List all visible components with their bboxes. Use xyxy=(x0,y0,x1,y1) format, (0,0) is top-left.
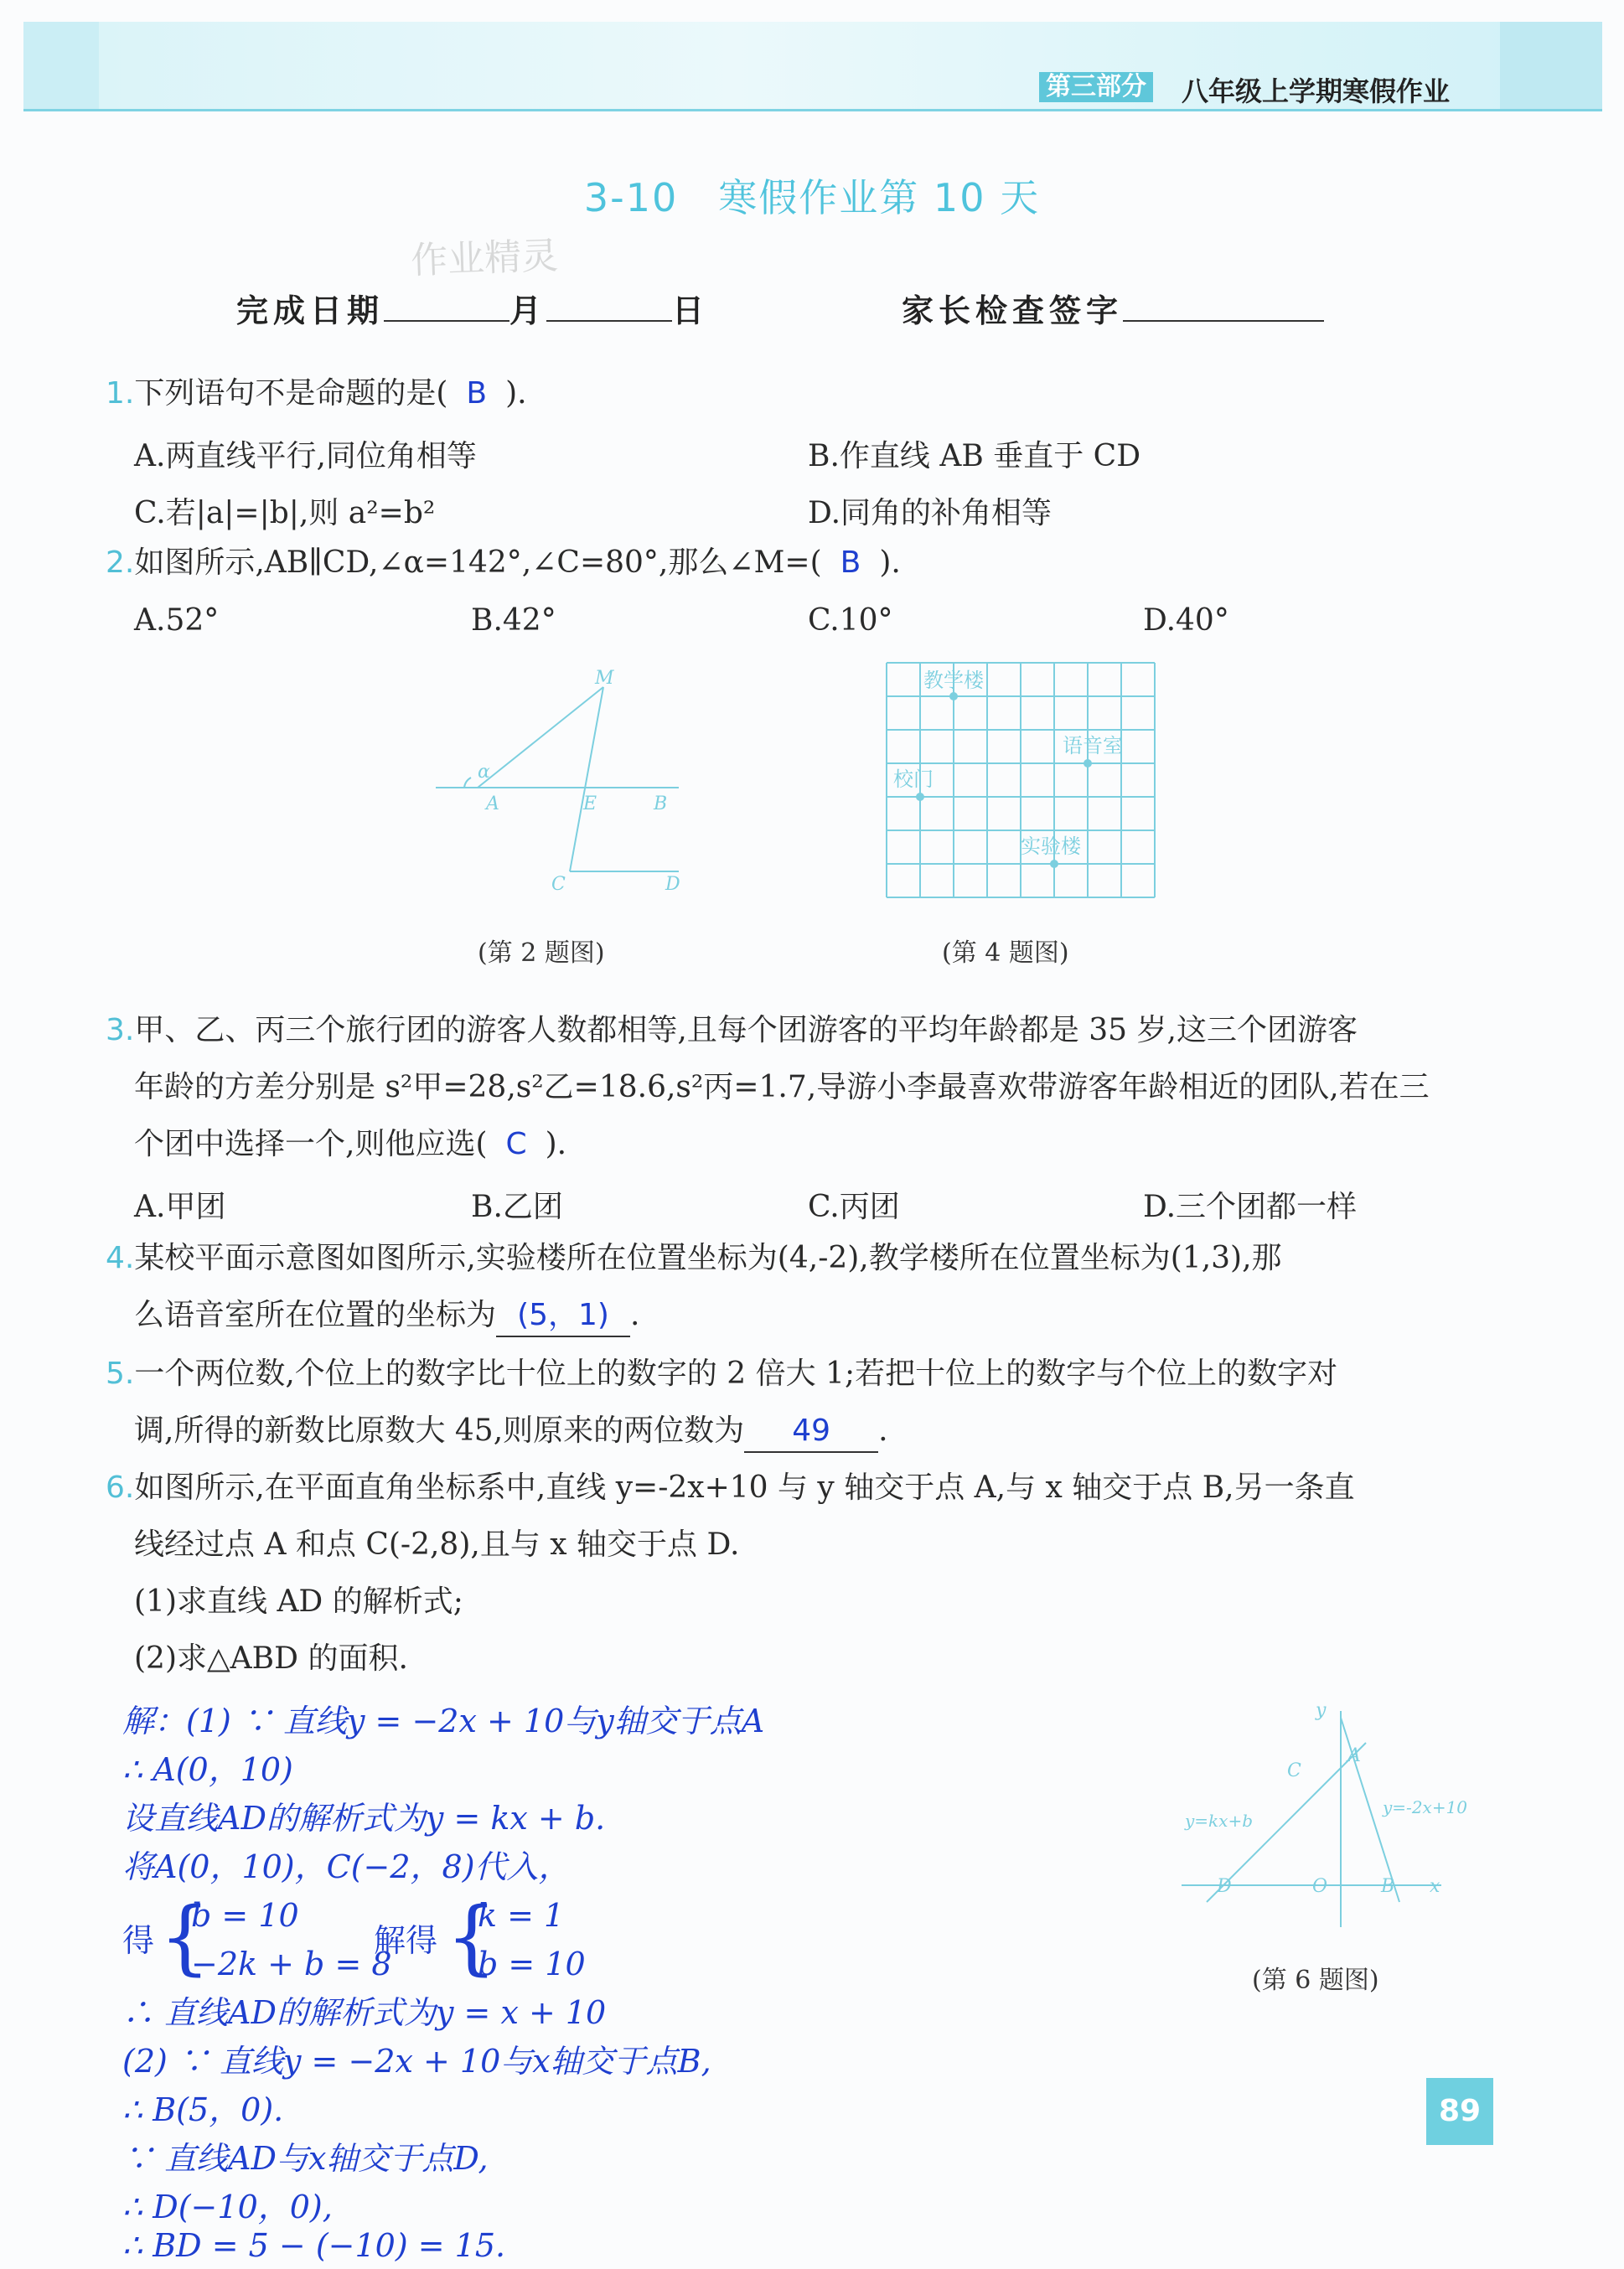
q5-close: . xyxy=(878,1414,888,1448)
date-line xyxy=(236,285,709,331)
figure-6-caption: (第 6 题图) xyxy=(1252,1966,1379,1995)
q2-option-b: B.42° xyxy=(471,603,556,638)
label-line-kxb: y=kx+b xyxy=(1185,1811,1254,1831)
label-language-room: 语音室 xyxy=(1063,734,1123,757)
q6-part2: (2)求△ABD 的面积. xyxy=(134,1641,408,1676)
q2-option-d: D.40° xyxy=(1143,603,1229,638)
solution-de: 得 xyxy=(122,1922,155,1959)
q3-close: ). xyxy=(545,1127,567,1161)
question-4-line-2 xyxy=(134,1295,639,1337)
header-left-tab xyxy=(23,22,99,109)
question-3-line-3 xyxy=(134,1124,566,1165)
q2-option-c: C.10° xyxy=(808,603,893,638)
parent-sign-label: 家长检查签字 xyxy=(902,292,1124,329)
q3-line3: 个团中选择一个,则他应选( xyxy=(134,1127,488,1161)
q4-line2: 么语音室所在位置的坐标为 xyxy=(134,1298,497,1332)
system-eq-1: b = 10 xyxy=(191,1897,299,1934)
q6-line2: 线经过点 A 和点 C(-2,8),且与 x 轴交于点 D. xyxy=(134,1527,740,1562)
q1-option-a: A.两直线平行,同位角相等 xyxy=(134,439,477,473)
q1-close: ). xyxy=(505,376,527,411)
q2-answer: B xyxy=(840,545,861,580)
q1-option-c: C.若|a|=|b|,则 a²=b² xyxy=(134,496,436,530)
question-3-line-1 xyxy=(106,1010,1358,1051)
label-b6: B xyxy=(1381,1876,1395,1897)
q4-close: . xyxy=(630,1298,640,1332)
q1-option-b: B.作直线 AB 垂直于 CD xyxy=(808,439,1141,473)
date-label: 完成日期 xyxy=(236,292,385,329)
system-sol-1: k = 1 xyxy=(478,1897,565,1934)
header-divider xyxy=(23,109,1602,111)
point-language-room xyxy=(1084,759,1092,768)
figure-2 xyxy=(427,670,696,905)
q4-answer: (5，1) xyxy=(496,1295,630,1337)
solution-line-3: 设直线AD的解析式为y = kx + b. xyxy=(122,1800,606,1837)
line-ma xyxy=(478,687,603,788)
label-o6: O xyxy=(1312,1876,1328,1897)
label-x6: x xyxy=(1430,1876,1440,1897)
solution-line-6: ∴ 直线AD的解析式为y = x + 10 xyxy=(122,1994,607,2031)
q1-text: 下列语句不是命题的是( xyxy=(134,376,448,411)
label-a6: A xyxy=(1347,1745,1361,1766)
q2-number: 2. xyxy=(106,545,135,580)
question-5-line-2 xyxy=(134,1411,888,1453)
label-c6: C xyxy=(1287,1760,1301,1781)
q3-line1: 甲、乙、丙三个旅行团的游客人数都相等,且每个团游客的平均年龄都是 35 岁,这三个团游客 xyxy=(134,1013,1358,1047)
label-school-gate: 校门 xyxy=(893,768,934,791)
q6-line1: 如图所示,在平面直角坐标系中,直线 y=-2x+10 与 y 轴交于点 A,与 x 轴交于点 B,另一条直 xyxy=(134,1470,1355,1505)
solution-line-10: ∴ D(−10，0), xyxy=(122,2189,333,2225)
solution-line-8: ∴ B(5，0). xyxy=(122,2091,284,2128)
q3-number: 3. xyxy=(106,1013,135,1047)
label-d: D xyxy=(665,874,680,895)
label-teaching-building: 教学楼 xyxy=(923,669,984,692)
figure-4 xyxy=(882,660,1158,903)
point-lab-building xyxy=(1050,860,1058,868)
q6-part1: (1)求直线 AD 的解析式; xyxy=(134,1584,463,1619)
page-title: 3-10 寒假作业第 10 天 xyxy=(583,175,1041,220)
label-e: E xyxy=(583,793,597,814)
q1-number: 1. xyxy=(106,376,135,411)
solution-line-1: 解：(1) ∵ 直线y = −2x + 10与y轴交于点A xyxy=(122,1703,765,1739)
page-number: 89 xyxy=(1426,2078,1493,2145)
figure-2-caption: (第 2 题图) xyxy=(478,938,605,968)
series-title: 八年级上学期寒假作业 xyxy=(1182,75,1451,107)
brace-left-1: { xyxy=(159,1890,211,1984)
q3-answer: C xyxy=(505,1127,527,1161)
q3-option-a: A.甲团 xyxy=(134,1190,226,1224)
question-2 xyxy=(106,543,901,583)
month-label: 月 xyxy=(509,292,547,329)
watermark: 作业精灵 xyxy=(410,234,559,283)
question-5-line-1 xyxy=(106,1354,1337,1394)
day-label: 日 xyxy=(672,292,710,329)
figure-4-caption: (第 4 题图) xyxy=(942,938,1069,968)
q2-option-a: A.52° xyxy=(134,603,220,638)
solution-line-7: (2) ∵ 直线y = −2x + 10与x轴交于点B, xyxy=(122,2043,711,2080)
label-lab-building: 实验楼 xyxy=(1021,835,1081,858)
q3-line2: 年龄的方差分别是 s²甲=28,s²乙=18.6,s²丙=1.7,导游小李最喜欢带游客年龄相近的团队,若在三 xyxy=(134,1070,1430,1104)
angle-alpha-arc xyxy=(464,778,471,788)
solution-line-9: ∵ 直线AD与x轴交于点D, xyxy=(122,2140,489,2177)
question-1 xyxy=(106,374,527,414)
solution-jiede: 解得 xyxy=(374,1922,438,1959)
day-blank[interactable] xyxy=(546,295,672,322)
label-d6: D xyxy=(1217,1876,1232,1897)
solution-line-11: ∴ BD = 5 − (−10) = 15. xyxy=(122,2227,506,2264)
sign-blank[interactable] xyxy=(1123,295,1324,322)
line-mc xyxy=(570,687,603,871)
system-eq-2: −2k + b = 8 xyxy=(191,1946,392,1982)
q1-option-d: D.同角的补角相等 xyxy=(808,496,1052,530)
section-badge: 第三部分 xyxy=(1039,72,1153,102)
q5-number: 5. xyxy=(106,1357,135,1391)
label-line-2x10: y=-2x+10 xyxy=(1383,1797,1468,1817)
q6-number: 6. xyxy=(106,1470,135,1505)
q2-close: ). xyxy=(879,545,901,580)
parent-sign-line xyxy=(902,285,1324,331)
label-y: y xyxy=(1316,1700,1327,1721)
system-sol-2: b = 10 xyxy=(478,1946,586,1982)
q4-number: 4. xyxy=(106,1241,135,1275)
label-m: M xyxy=(595,668,614,689)
q1-answer: B xyxy=(466,376,488,411)
q5-line2: 调,所得的新数比原数大 45,则原来的两位数为 xyxy=(134,1414,745,1448)
brace-left-2: { xyxy=(446,1890,498,1984)
q3-option-b: B.乙团 xyxy=(471,1190,563,1224)
question-6-line-1 xyxy=(106,1468,1355,1508)
label-a: A xyxy=(486,793,499,814)
q3-option-d: D.三个团都一样 xyxy=(1143,1190,1358,1224)
header-right-tab xyxy=(1500,22,1602,109)
point-teaching-building xyxy=(949,692,958,700)
figure-6 xyxy=(1173,1700,1468,1936)
q2-text: 如图所示,AB∥CD,∠α=142°,∠C=80°,那么∠M=( xyxy=(134,545,822,580)
month-blank[interactable] xyxy=(384,295,509,322)
point-school-gate xyxy=(916,793,924,801)
q3-option-c: C.丙团 xyxy=(808,1190,900,1224)
label-c: C xyxy=(551,874,566,895)
question-4-line-1 xyxy=(106,1238,1282,1279)
label-alpha: α xyxy=(478,762,490,783)
q5-answer: 49 xyxy=(744,1411,878,1453)
q5-line1: 一个两位数,个位上的数字比十位上的数字的 2 倍大 1;若把十位上的数字与个位上的数字对 xyxy=(134,1357,1338,1391)
solution-line-4: 将A(0，10)，C(−2，8)代入， xyxy=(122,1848,571,1885)
q4-line1: 某校平面示意图如图所示,实验楼所在位置坐标为(4,-2),教学楼所在位置坐标为(1,3),那 xyxy=(134,1241,1282,1275)
label-b: B xyxy=(654,793,668,814)
solution-line-2: ∴ A(0，10) xyxy=(122,1751,293,1788)
